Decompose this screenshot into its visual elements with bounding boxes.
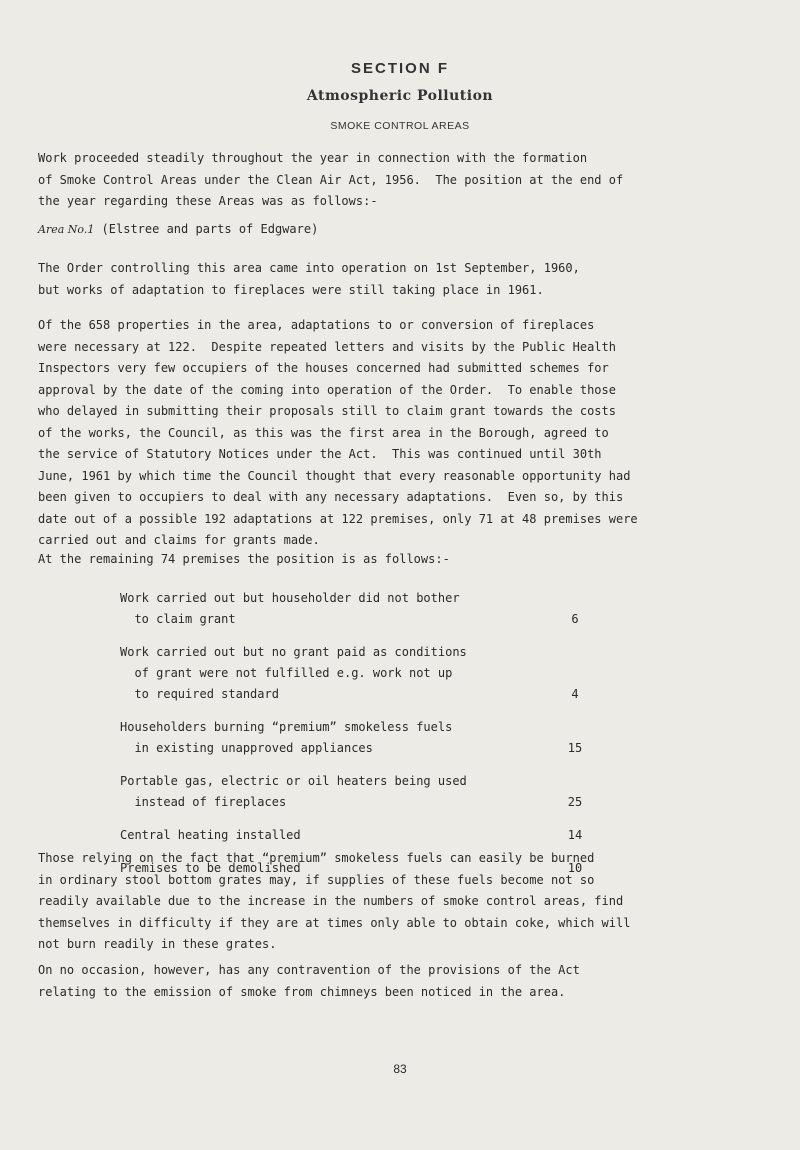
area-heading <box>38 219 318 241</box>
list-item-text: Work carried out but no grant paid as conditions of grant were not fulfilled e.g. work not up to required standard <box>120 645 467 701</box>
section-title: SECTION F <box>350 60 449 77</box>
list-item-count: 25 <box>567 795 583 809</box>
list-item-count: 6 <box>571 612 579 626</box>
remaining-intro: At the remaining 74 premises the position is as follows:- <box>38 552 450 566</box>
list-item-count: 15 <box>567 741 583 755</box>
list-item-text: Portable gas, electric or oil heaters being used instead of fireplaces <box>120 774 467 809</box>
list-item <box>120 771 600 813</box>
list-item-count: 10 <box>567 861 583 875</box>
list-item-count: 14 <box>567 828 583 842</box>
page-number: 83 <box>393 1062 407 1076</box>
list-item-text: Central heating installed <box>120 828 301 842</box>
list-item-text: Work carried out but householder did not bother to claim grant <box>120 591 460 626</box>
premises-list <box>120 588 600 891</box>
page-title: Atmospheric Pollution <box>306 88 494 104</box>
list-item-count: 4 <box>571 687 579 701</box>
list-item-text: Premises to be demolished <box>120 861 301 875</box>
area-label: Area No.1 <box>38 223 95 236</box>
area-description: (Elstree and parts of Edgware) <box>94 222 319 236</box>
list-item <box>120 717 600 759</box>
properties-paragraph: Of the 658 properties in the area, adaptations to or conversion of fireplaces were necessary at 122. Despite repeated letters and visits by the Public Health Inspectors very few occupiers of the houses concerned had submitted schemes for approval by the date of the coming into operation of the Order. To enable those who delayed in submitting their proposals still to claim grant towards the costs of the works, the Council, as this was the first area in the Borough, agreed to the service of Statutory Notices under the Act. This was continued until 30th June, 1961 by which time the Council thought that every reasonable opportunity had been given to occupiers to deal with any necessary adaptations. Even so, by this date out of a possible 192 adaptations at 122 premises, only 71 at 48 premises were carried out and claims for grants made. <box>38 318 638 547</box>
subtitle: SMOKE CONTROL AREAS <box>330 120 470 132</box>
list-item-text: Householders burning “premium” smokeless fuels in existing unapproved appliances <box>120 720 453 755</box>
intro-paragraph: Work proceeded steadily throughout the year in connection with the formation of Smoke Control Areas under the Clean Air Act, 1956. The position at the end of the year regarding these Areas was as follows:- <box>38 151 624 208</box>
list-item <box>120 642 600 705</box>
premium-paragraph: Those relying on the fact that “premium” smokeless fuels can easily be burned in ordinary stool bottom grates may, if supplies of these fuels become not so readily available due to the increase in the numbers of smoke control areas, find themselves in difficulty if they are at times only able to obtain coke, which will not burn readily in these grates. <box>38 851 631 951</box>
closing-paragraph: On no occasion, however, has any contravention of the provisions of the Act relating to the emission of smoke from chimneys been noticed in the area. <box>38 963 580 999</box>
list-item <box>120 588 600 630</box>
order-paragraph: The Order controlling this area came into operation on 1st September, 1960, but works of adaptation to fireplaces were still taking place in 1961. <box>38 261 580 297</box>
list-item <box>120 825 600 846</box>
